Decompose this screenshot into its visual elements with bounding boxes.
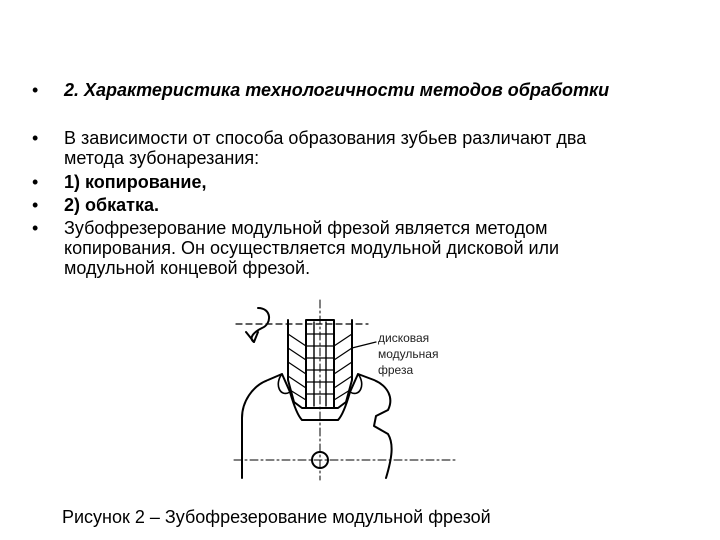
paragraph-line: метода зубонарезания: bbox=[64, 148, 260, 168]
bullet-marker: • bbox=[32, 172, 39, 192]
bullet-marker: • bbox=[32, 80, 39, 100]
paragraph-line: копирования. Он осуществляется модульной дисковой или bbox=[64, 238, 560, 258]
section-heading: 2. Характеристика технологичности методов обработки bbox=[64, 80, 610, 100]
method-generating: 2) обкатка. bbox=[64, 195, 159, 215]
rotation-arrow bbox=[252, 308, 270, 342]
gear-blank bbox=[242, 374, 392, 478]
paragraph-line: В зависимости от способа образования зубьев различают два bbox=[64, 128, 587, 148]
bullet-marker: • bbox=[32, 195, 39, 215]
figure-label-line: модульная bbox=[378, 347, 439, 361]
paragraph-line: Зубофрезерование модульной фрезой является методом bbox=[64, 218, 548, 238]
figure-caption: Рисунок 2 – Зубофрезерование модульной фрезой bbox=[62, 507, 491, 527]
figure-label-line: дисковая bbox=[378, 331, 430, 345]
bullet-marker: • bbox=[32, 128, 39, 148]
paragraph-line: модульной концевой фрезой. bbox=[64, 258, 311, 278]
gear-milling-figure bbox=[228, 294, 468, 484]
method-copying: 1) копирование, bbox=[64, 172, 207, 192]
figure-label-line: фреза bbox=[378, 363, 414, 377]
paragraph-methods bbox=[64, 128, 586, 168]
bullet-marker: • bbox=[32, 218, 39, 238]
label-leader bbox=[352, 342, 376, 348]
paragraph-milling bbox=[64, 218, 559, 278]
